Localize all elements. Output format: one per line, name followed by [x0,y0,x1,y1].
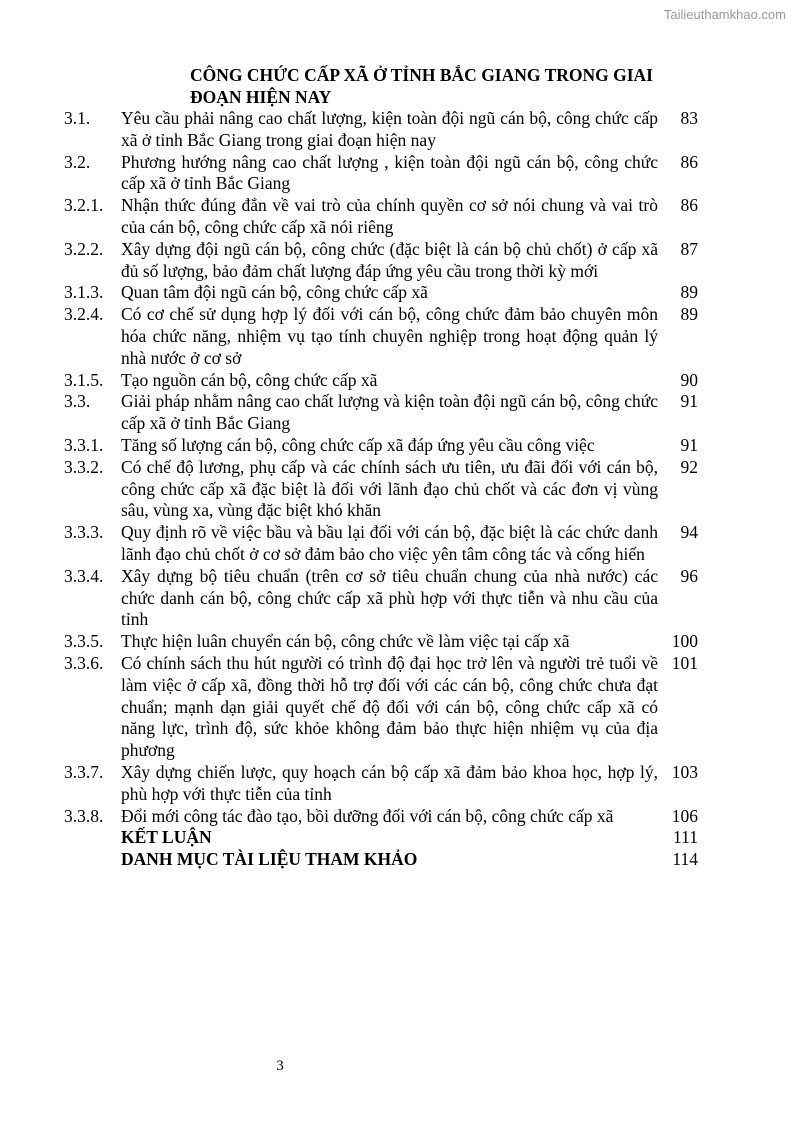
toc-entry-title: DANH MỤC TÀI LIỆU THAM KHẢO [121,849,418,870]
toc-entry-page: 83 [680,108,698,128]
toc-entry-page: 100 [671,631,698,652]
toc-entry [64,195,724,239]
toc-entry [64,827,724,849]
toc-entry [64,282,724,304]
toc-entry [64,762,724,806]
toc-entry [64,435,724,457]
toc-entry-title: Quy định rõ về việc bầu và bầu lại đối với cán bộ, đặc biệt là các chức danh lãnh đạo chủ chốt ở cơ sở đảm bảo cho việc yên tâm công tác và cống hiến [121,522,658,564]
toc-entry-title: KẾT LUẬN [121,827,212,848]
toc-entry-number: 3.3.3. [64,522,104,543]
toc-entry-number [64,849,121,871]
toc-entry-title: Yêu cầu phải nâng cao chất lượng, kiện toàn đội ngũ cán bộ, công chức cấp xã ở tỉnh Bắc Giang trong giai đoạn hiện nay [121,108,658,150]
toc-entry [64,631,724,653]
toc-entry-title: Phương hướng nâng cao chất lượng , kiện toàn đội ngũ cán bộ, công chức cấp xã ở tỉnh Bắc Giang [121,151,658,194]
toc-entry [64,239,724,283]
toc-entry-page: 89 [680,282,698,303]
toc-entry-title: Có cơ chế sử dụng hợp lý đối với cán bộ, công chức đảm bảo chuyên môn hóa chức năng, nhiệm vụ tạo tính chuyên nghiệp trong hoạt động quản lý nhà nước ở cơ sở [121,304,658,368]
toc-entry-title: Xây dựng chiến lược, quy hoạch cán bộ cấp xã đảm bảo khoa học, hợp lý, phù hợp với thực tiễn của tỉnh [121,761,658,804]
toc-entry-title: Thực hiện luân chuyển cán bộ, công chức về làm việc tại cấp xã [121,631,570,652]
toc-entry-page: 90 [680,369,698,390]
toc-entry-title: Có chế độ lương, phụ cấp và các chính sách ưu tiên, ưu đãi đối với cán bộ, công chức cấp xã đặc biệt là đối với lãnh đạo chủ chốt và các đơn vị vùng sâu, vùng xa, vùng đặc biệt khó khăn [121,456,658,521]
table-of-contents [64,108,724,871]
toc-entry-page: 94 [680,522,698,543]
toc-entry-title: Tạo nguồn cán bộ, công chức cấp xã [121,369,378,390]
toc-entry [64,849,724,871]
toc-entry-number: 3.2.1. [64,195,104,216]
toc-entry-title: Đổi mới công tác đào tạo, bồi dưỡng đối với cán bộ, công chức cấp xã [121,805,614,826]
toc-entry-title: Quan tâm đội ngũ cán bộ, công chức cấp xã [121,282,428,303]
toc-entry-page: 86 [680,151,698,172]
toc-entry [64,152,724,196]
toc-entry-title: Xây dựng đội ngũ cán bộ, công chức (đặc biệt là cán bộ chủ chốt) ở cấp xã đủ số lượng, bảo đảm chất lượng đáp ứng yêu cầu trong thời kỳ mới [121,238,658,281]
toc-entry-number [64,827,121,849]
toc-entry-number: 3.3.7. [64,761,104,782]
toc-entry-number: 3.2. [64,151,91,172]
watermark: Tailieuthamkhao.com [663,7,786,22]
toc-entry-number: 3.3.2. [64,456,104,477]
toc-entry [64,304,724,369]
toc-entry-page: 92 [680,456,698,477]
page-number: 3 [276,1058,284,1074]
toc-entry-page: 101 [671,652,698,673]
toc-entry-number: 3.3.8. [64,805,104,826]
toc-entry [64,108,724,152]
toc-entry-title: Xây dựng bộ tiêu chuẩn (trên cơ sở tiêu chuẩn chung của nhà nước) các chức danh cán bộ, công chức cấp xã phù hợp với thực tiễn và nhu cầu của tỉnh [121,565,658,630]
toc-entry-page: 89 [680,304,698,325]
toc-entry-number: 3.3.5. [64,631,104,652]
toc-entry-page: 103 [671,761,698,782]
toc-entry-page: 111 [673,827,698,848]
toc-entry [64,457,724,522]
toc-entry-number: 3.1.5. [64,369,104,390]
toc-entry-page: 106 [671,805,698,826]
toc-entry-title: Giải pháp nhằm nâng cao chất lượng và kiện toàn đội ngũ cán bộ, công chức cấp xã ở tỉnh Bắc Giang [121,391,658,434]
toc-entry-number: 3.2.2. [64,238,104,259]
toc-entry-title: Nhận thức đúng đắn về vai trò của chính quyền cơ sở nói chung và vai trò của cán bộ, công chức cấp xã nói riêng [121,195,658,237]
toc-entry-number: 3.3.4. [64,565,104,586]
toc-entry-page: 86 [680,195,698,216]
toc-entry [64,522,724,566]
toc-entry-number: 3.3. [64,391,91,412]
toc-entry-title: Có chính sách thu hút người có trình độ đại học trở lên và người trẻ tuổi về làm việc ở cấp xã, đồng thời hỗ trợ đối với các cán bộ, công chức chưa đạt chuẩn; mạnh dạn giải quyết chế độ đối với cán bộ, công chức cấp xã có năng lực, trình độ, sức khỏe không đảm bảo thực hiện nhiệm vụ của địa phương [121,652,658,761]
toc-entry [64,370,724,392]
toc-entry-page: 91 [680,391,698,412]
toc-entry-number: 3.1.3. [64,282,104,303]
toc-entry-title: Tăng số lượng cán bộ, công chức cấp xã đáp ứng yêu cầu công việc [121,434,595,455]
toc-entry-number: 3.3.1. [64,434,104,455]
toc-entry [64,566,724,631]
toc-entry-number: 3.3.6. [64,652,104,673]
toc-entry [64,391,724,435]
toc-entry [64,806,724,828]
toc-entry-page: 87 [680,238,698,259]
toc-entry-number: 3.1. [64,108,91,128]
toc-entry-page: 114 [672,849,698,870]
toc-entry-number: 3.2.4. [64,304,104,325]
toc-entry [64,653,724,762]
toc-entry-page: 96 [680,565,698,586]
section-heading: CÔNG CHỨC CẤP XÃ Ở TỈNH BẮC GIANG TRONG GIAI ĐOẠN HIỆN NAY [190,65,653,107]
toc-entry-page: 91 [680,434,698,455]
